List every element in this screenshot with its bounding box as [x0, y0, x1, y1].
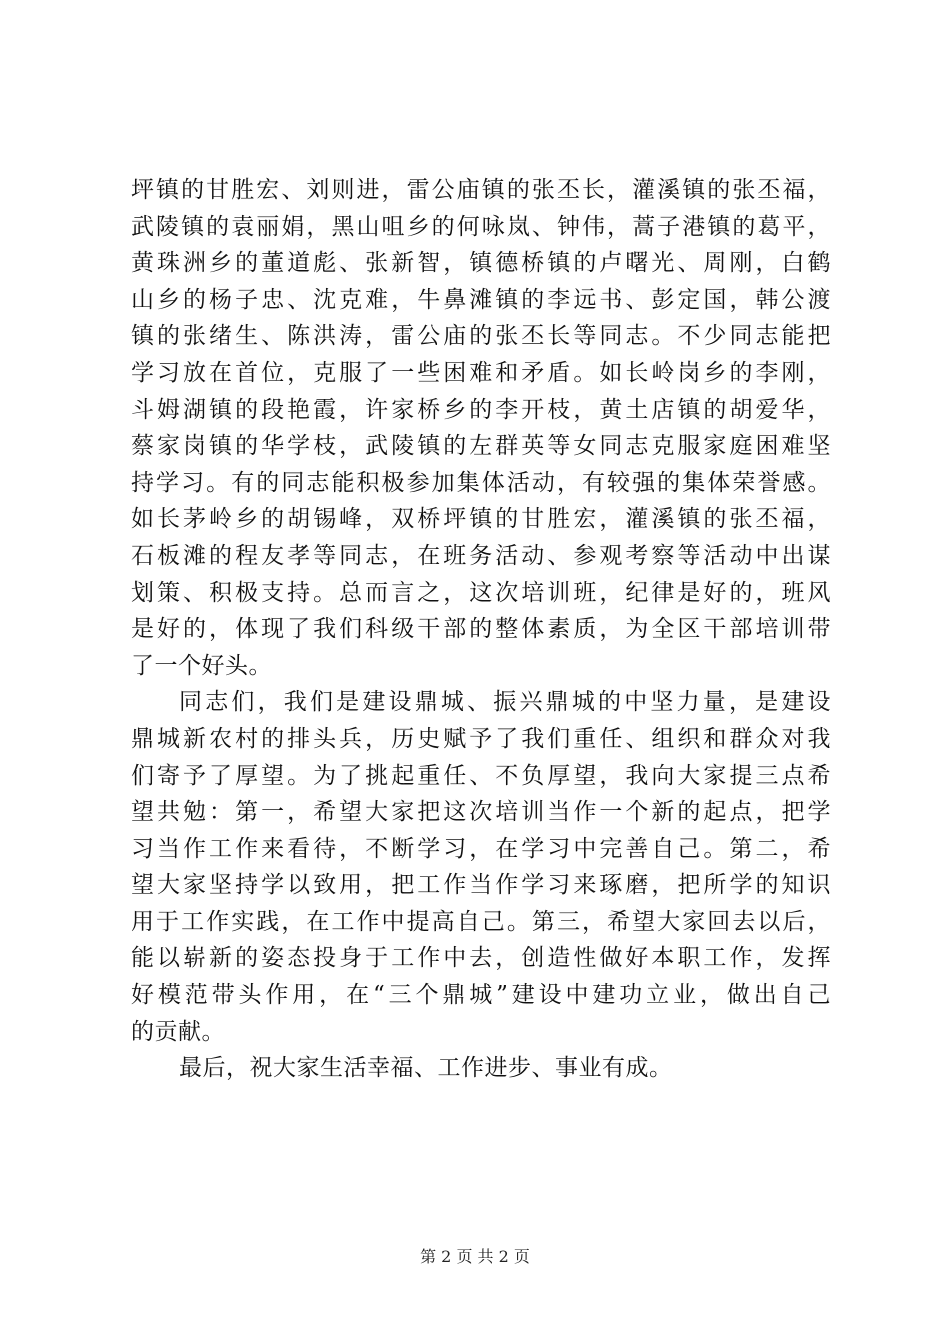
text-line: 是好的，体现了我们科级干部的整体素质，为全区干部培训带	[131, 616, 831, 643]
page-footer: 第 2 页 共 2 页	[420, 1247, 530, 1266]
text-line: 望大家坚持学以致用，把工作当作学习来琢磨，把所学的知识	[131, 872, 831, 899]
text-line: 的贡献。	[131, 1018, 225, 1045]
text-line: 能以崭新的姿态投身于工作中去，创造性做好本职工作，发挥	[131, 945, 831, 972]
text-line: 山乡的杨子忠、沈克难，牛鼻滩镇的李远书、彭定国，韩公渡	[131, 286, 831, 313]
text-line: 望共勉：第一，希望大家把这次培训当作一个新的起点，把学	[131, 799, 831, 826]
text-line: 习当作工作来看待，不断学习，在学习中完善自己。第二，希	[131, 835, 831, 862]
document-body	[131, 172, 831, 1087]
closing-line: 最后，祝大家生活幸福、工作进步、事业有成。	[179, 1055, 673, 1082]
text-line: 好模范带头作用，在“三个鼎城”建设中建功立业，做出自己	[131, 982, 831, 1009]
text-line: 学习放在首位，克服了一些困难和矛盾。如长岭岗乡的李刚，	[131, 359, 831, 386]
text-line: 鼎城新农村的排头兵，历史赋予了我们重任、组织和群众对我	[131, 725, 831, 752]
text-line: 蔡家岗镇的华学枝，武陵镇的左群英等女同志克服家庭困难坚	[131, 433, 831, 460]
text-line: 黄珠洲乡的董道彪、张新智，镇德桥镇的卢曙光、周刚，白鹤	[131, 250, 831, 277]
text-line: 镇的张绪生、陈洪涛，雷公庙的张丕长等同志。不少同志能把	[131, 323, 831, 350]
text-line: 划策、积极支持。总而言之，这次培训班，纪律是好的，班风	[131, 579, 831, 606]
text-line: 用于工作实践，在工作中提高自己。第三，希望大家回去以后，	[131, 908, 831, 935]
text-line: 石板滩的程友孝等同志，在班务活动、参观考察等活动中出谋	[131, 542, 831, 569]
text-line: 坪镇的甘胜宏、刘则进，雷公庙镇的张丕长，灌溪镇的张丕福，	[131, 177, 831, 203]
paragraph-start-line: 同志们，我们是建设鼎城、振兴鼎城的中坚力量，是建设	[179, 689, 831, 716]
text-line: 如长茅岭乡的胡锡峰，双桥坪镇的甘胜宏，灌溪镇的张丕福，	[131, 506, 831, 533]
text-line: 斗姆湖镇的段艳霞，许家桥乡的李开枝，黄土店镇的胡爱华，	[131, 396, 831, 423]
text-line: 武陵镇的袁丽娟，黑山咀乡的何咏岚、钟伟，蒿子港镇的葛平，	[131, 213, 831, 240]
text-line: 持学习。有的同志能积极参加集体活动，有较强的集体荣誉感。	[131, 469, 831, 496]
text-line: 们寄予了厚望。为了挑起重任、不负厚望，我向大家提三点希	[131, 762, 831, 789]
text-line: 了一个好头。	[131, 652, 272, 679]
